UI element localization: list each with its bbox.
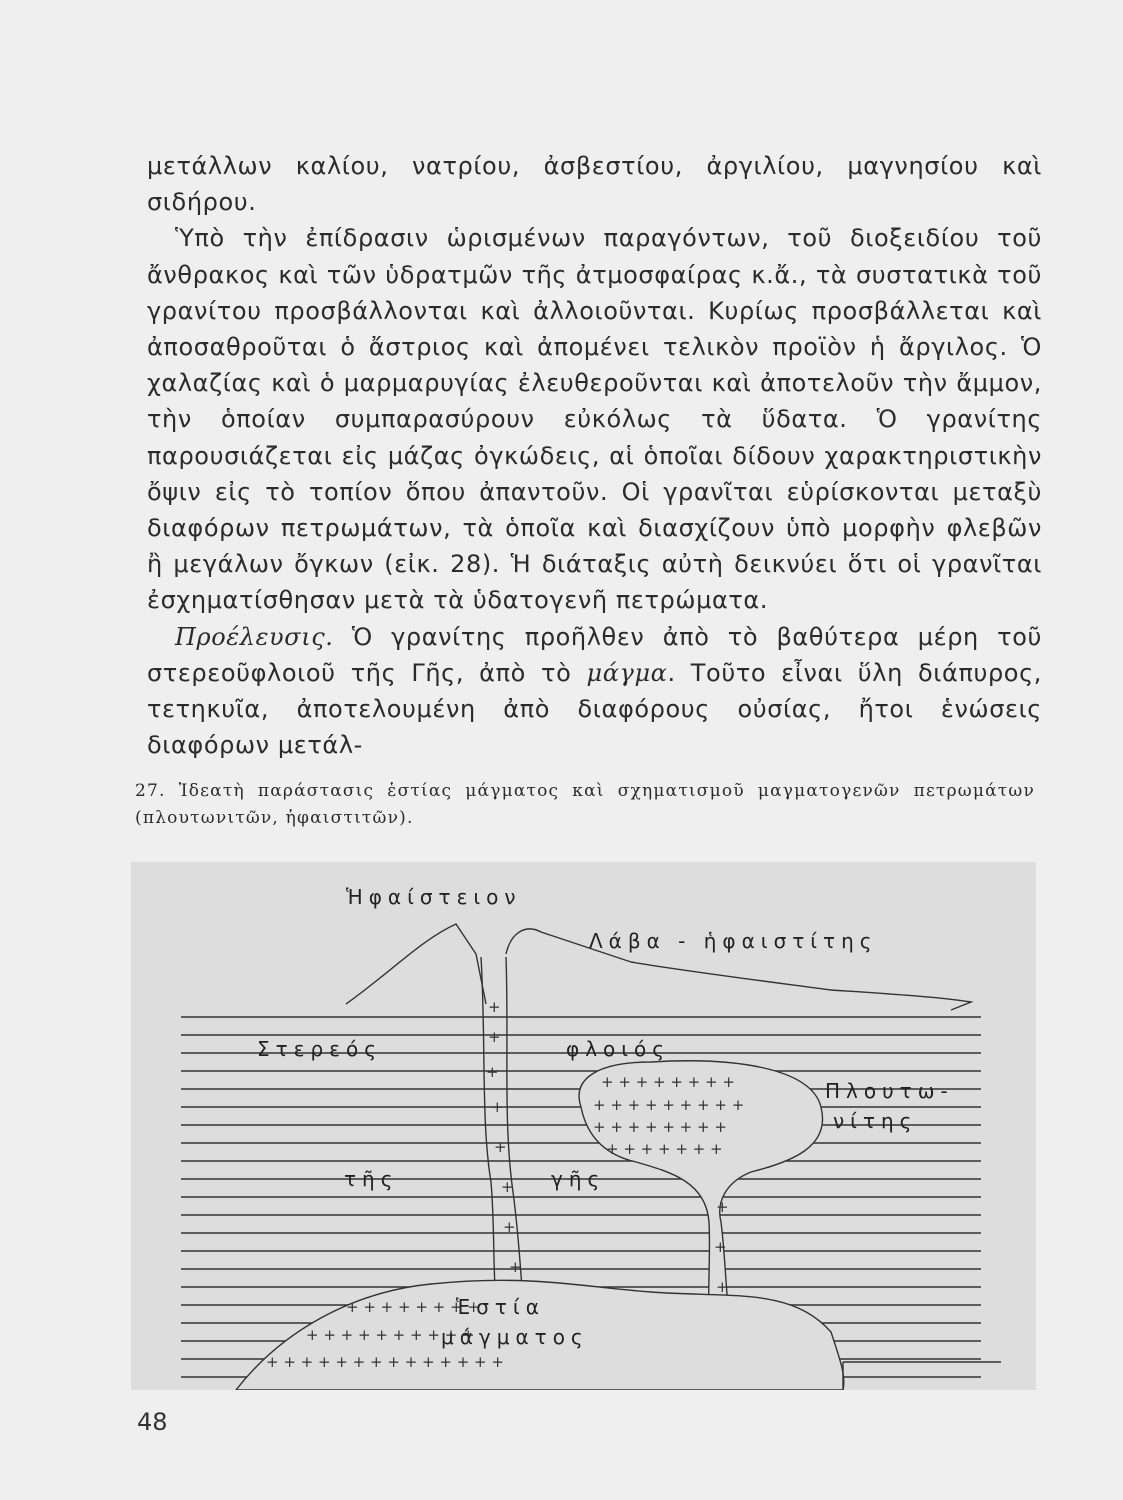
origin-heading: Προέλευσις. xyxy=(175,622,334,651)
svg-text:+: + xyxy=(488,1028,501,1046)
origin-text-after: . Τοῦτο εἶναι ὕλη διάπυρος, τετηκυῖα, ἀποτελουμένη ἀπὸ διαφόρους οὐσίας, ἤτοι ἑνώσεις διαφόρων μετάλ- xyxy=(147,658,1043,760)
page-number: 48 xyxy=(137,1408,168,1436)
svg-text:+ + + + + + +: + + + + + + + xyxy=(606,1140,723,1158)
svg-text:+: + xyxy=(716,1278,729,1296)
svg-text:+ + + + + + + +: + + + + + + + + xyxy=(593,1118,727,1136)
paragraph: Ὑπὸ τὴν ἐπίδρασιν ὡρισμένων παραγόντων, τοῦ διοξειδίου τοῦ ἄνθρακος καὶ τῶν ὑδρατμῶν τῆς ἀτμοσφαίρας κ.ἄ., τὰ συστατικὰ τοῦ γρανίτου προσβάλλονται καὶ ἀλλοιοῦνται. Κυρίως προσβάλλεται καὶ ἀποσαθροῦται ὁ ἄστριος καὶ ἀπομένει τελικὸν προϊὸν ἡ ἄργιλος. Ὁ χαλαζίας καὶ ὁ μαρμαρυγίας ἐλευθεροῦνται καὶ ἀποτελοῦν τὴν ἄμμον, τὴν ὁποίαν συμπαρασύρουν εὐκόλως τὰ ὕδατα. Ὁ γρανίτης παρουσιάζεται εἰς μάζας ὀγκώδεις, αἱ ὁποῖαι δίδουν χαρακτηριστικὴν ὄψιν εἰς τὸ τοπίον ὅπου ἀπαντοῦν. Οἱ γρανῖται εὑρίσκονται μεταξὺ διαφόρων πετρωμάτων, τὰ ὁποῖα καὶ διασχίζουν ὑπὸ μορφὴν φλεβῶν ἢ μεγάλων ὄγκων (εἰκ. 28). Ἡ διάταξις αὐτὴ δεικνύει ὅτι οἱ γρανῖται ἐσχηματίσθησαν μετὰ τὰ ὑδατογενῆ πετρώματα. xyxy=(147,224,1042,615)
label-earth: γῆς xyxy=(551,1167,606,1191)
svg-text:+: + xyxy=(714,1238,727,1256)
volcano-cone xyxy=(346,924,486,1004)
label-volcano: Ἡφαίστειον xyxy=(346,885,522,909)
origin-text-before: Ὁ γρανίτης προῆλθεν ἀπὸ τὸ βαθύτερα μέρη τοῦ στερεοῦφλοιοῦ τῆς Γῆς, ἀπὸ τὸ xyxy=(147,622,1042,687)
svg-text:+: + xyxy=(491,1098,504,1116)
label-crust: φλοιός xyxy=(566,1037,671,1061)
svg-text:+: + xyxy=(716,1198,729,1216)
svg-text:+: + xyxy=(488,998,501,1016)
svg-text:+ + + + + + + + +: + + + + + + + + + xyxy=(593,1096,745,1114)
svg-text:+ + + + + +: + + + + + + + + + + xyxy=(306,1326,475,1344)
label-pluton-1: Πλουτω- xyxy=(825,1079,954,1103)
label-magma: μάγματος xyxy=(441,1325,589,1349)
svg-text:+ + + + + +: + + + + + + + + + + + + + + xyxy=(266,1353,504,1371)
label-lava: Λάβα - ἡφαιστίτης xyxy=(589,929,878,953)
svg-text:+: + xyxy=(509,1258,522,1276)
svg-text:+ + + + + +: + + + + + + + + xyxy=(346,1298,480,1316)
magma-term: μάγμα xyxy=(586,658,668,687)
body-text xyxy=(147,148,1042,763)
label-of: τῆς xyxy=(344,1167,399,1191)
figure-magma-diagram xyxy=(131,862,1036,1390)
origin-paragraph xyxy=(147,619,1042,764)
svg-text:+: + xyxy=(486,1063,499,1081)
label-pluton-2: νίτης xyxy=(833,1109,918,1133)
svg-text:+ + + + + + + +: + + + + + + + + xyxy=(601,1073,735,1091)
label-solid: Στερεός xyxy=(257,1037,382,1061)
figure-caption: 27. Ἰδεατὴ παράστασις ἑστίας μάγματος καὶ σχηματισμοῦ μαγματογενῶν πετρωμάτων (πλουτωνιτῶν, ἡφαιστιτῶν). xyxy=(135,781,1035,828)
svg-text:+: + xyxy=(494,1138,507,1156)
svg-text:+: + xyxy=(503,1218,516,1236)
svg-text:+: + xyxy=(501,1178,514,1196)
paragraph: μετάλλων καλίου, νατρίου, ἀσβεστίου, ἀργιλίου, μαγνησίου καὶ σιδήρου. xyxy=(147,152,1042,217)
label-focus: Ἑστία xyxy=(456,1295,545,1319)
